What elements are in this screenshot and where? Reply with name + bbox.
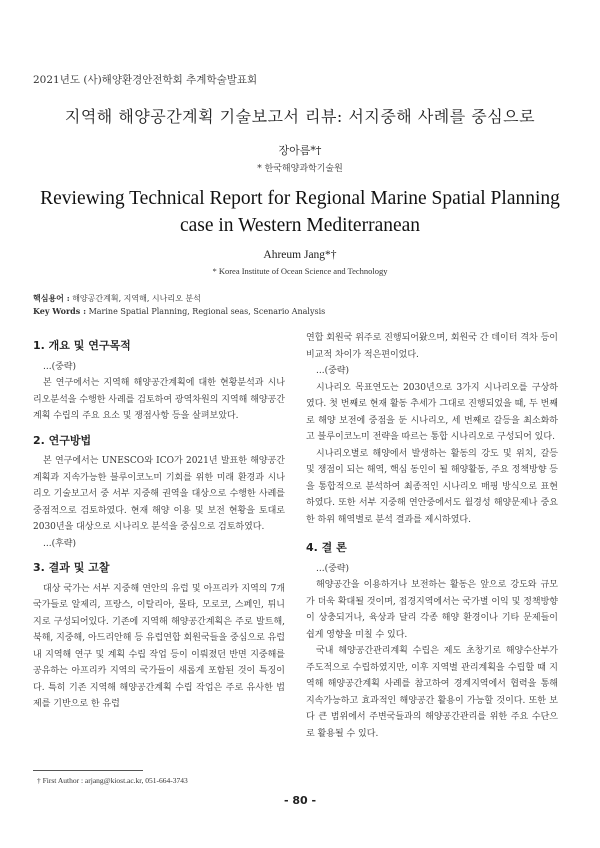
section-4-heading: 4. 결 론	[306, 541, 347, 554]
section-3-paragraph: 대상 국가는 서부 지중해 연안의 유럽 및 아프리카 지역의 7개 국가들로 알제리, 프랑스, 이탈리아, 몰타, 모로코, 스페인, 튀니지로 구성되어있다. 기존에 지역해 해양공간계획은 주로 발트해, 북해, 지중해, 아드리안해 등 유럽연합 회원국들을 중심으로 유럽 내 지역해 연구 및 계획 수립 작업 등이 이뤄졌던 반면 지중해를 공유하는 아프리카 지역의 국가들이 새롭게 포함된 것이 특징이다. 특히 기존 지역해 해양공간계획 수립 작업은 주로 유사한 법제를 기반으로 한 유럽	[33, 583, 285, 709]
page-number: - 80 -	[283, 794, 317, 807]
conference-header: 2021년도 (사)해양환경안전학회 추계학술발표회	[33, 74, 258, 86]
keywords-english-text: Marine Spatial Planning, Regional seas, Scenario Analysis	[86, 307, 326, 316]
left-column	[33, 330, 285, 713]
keywords-english-label: Key Words :	[33, 306, 87, 316]
footnote-divider	[33, 770, 143, 771]
section-3-paragraph-2: 시나리오 목표연도는 2030년으로 3가지 시나리오를 구상하였다. 첫 번째로 현재 활동 추세가 그대로 진행되었을 때, 두 번째로 해양 보전에 중점을 둔 시나리오, 세 번째로 갈등을 최소화하고 블루이코노미 전략을 따르는 통합 시나리오로 구성되어 있다.	[306, 382, 558, 442]
title-korean: 지역해 해양공간계획 기술보고서 리뷰: 서지중해 사례를 중심으로	[64, 107, 536, 126]
keywords-korean-text: 해양공간계획, 지역해, 시나리오 분석	[69, 294, 201, 303]
section-4-note: ...(중략)	[316, 563, 349, 574]
section-1-heading: 1. 개요 및 연구목적	[33, 339, 131, 352]
author-english: Ahreum Jang*†	[263, 249, 337, 261]
affiliation-english: * Korea Institute of Ocean Science and Technology	[212, 266, 388, 276]
keywords-korean	[33, 293, 201, 304]
author-korean: 장아름*†	[278, 144, 322, 157]
keywords-english	[33, 306, 325, 316]
section-2-note: ...(후략)	[43, 538, 76, 549]
section-3-note: ...(중략)	[316, 366, 349, 376]
section-3-paragraph-3: 시나리오별로 해양에서 발생하는 활동의 강도 및 위치, 갈등 및 쟁점이 되는 해역, 핵심 동인이 될 해양활동, 주요 정책방향 등을 통합적으로 분석하여 최종적인 시나리오 매핑 방식으로 표현하였다. 또한 서부 지중해 연안중에서도 월경성 해양문제나 중요한 하위 해역별로 분석 결과를 제시하였다.	[306, 448, 558, 525]
section-4-paragraph-2: 국내 해양공간관리계획 수립은 제도 초창기로 해양수산부가 주도적으로 수립하였지만, 이후 지역별 관리계획을 수립할 때 지역해 해양공간계획 사례를 참고하여 경계지역에서 협력을 통해 지속가능하고 효과적인 해양공간 활용이 가능할 것이다. 또한 보다 큰 범위에서 주변국들과의 해양공간관리를 위한 주요 수단으로 활용될 수 있다.	[306, 646, 558, 739]
affiliation-korean: * 한국해양과학기술원	[257, 164, 343, 174]
right-column	[306, 330, 558, 742]
keywords-korean-label: 핵심용어 :	[33, 293, 70, 303]
footnote: † First Author : arjang@kiost.ac.kr, 051-664-3743	[37, 776, 188, 785]
section-4-paragraph-1: 해양공간을 이용하거나 보전하는 활동은 앞으로 강도와 규모가 더욱 확대될 것이며, 접경지역에서는 국가별 이익 및 정책방향이 상충되거나, 육상과 달리 각종 해양 환경이나 기타 문제들이 쉽게 영향을 미칠 수 있다.	[306, 580, 558, 640]
section-2-heading: 2. 연구방법	[33, 433, 92, 447]
section-1-note: ...(중략)	[43, 361, 76, 372]
section-1-paragraph: 본 연구에서는 지역해 해양공간계획에 대한 현황분석과 시나리오분석을 수행한 사례를 검토하여 광역차원의 지역해 해양공간계획 수립의 주요 요소 및 쟁점사항 등을 살펴보았다.	[33, 378, 285, 421]
section-3-paragraph-continued: 연합 회원국 위주로 진행되어왔으며, 회원국 간 데이터 격차 등이 비교적 차이가 적은편이었다.	[306, 333, 558, 360]
title-english: Reviewing Technical Report for Regional Marine Spatial Planning case in Western Mediterranean	[40, 188, 560, 236]
section-3-heading: 3. 결과 및 고찰	[33, 561, 110, 574]
section-2-paragraph: 본 연구에서는 UNESCO와 ICO가 2021년 발표한 해양공간계획과 지속가능한 블루이코노미 기회를 위한 미래 환경과 시나리오 기술보고서 중 서부 지중해 권역을 대상으로 수행한 사례를 중점적으로 검토하였다. 현재 해양 이용 및 보전 현황을 토대로 2030년을 대상으로 시나리오 분석을 중심으로 검토하였다.	[33, 456, 285, 532]
